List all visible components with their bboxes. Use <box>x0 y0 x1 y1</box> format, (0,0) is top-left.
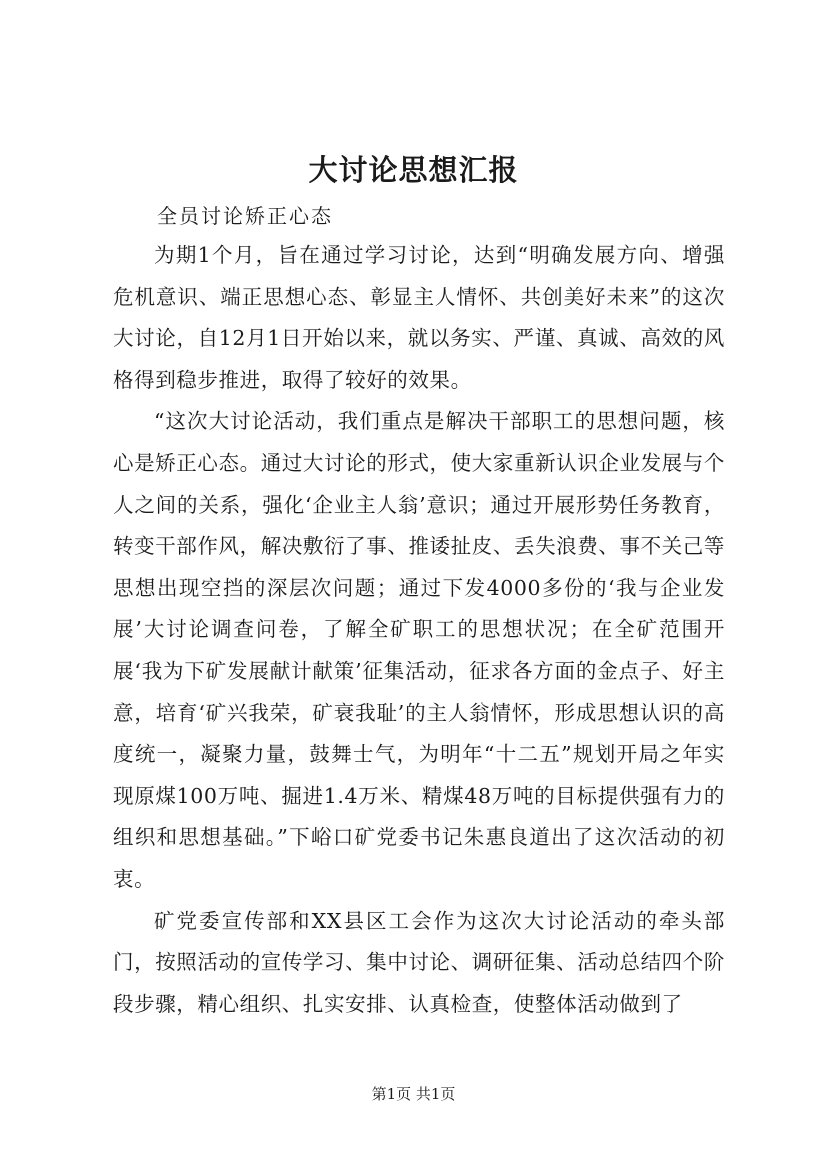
paragraph: “这次大讨论活动，我们重点是解决干部职工的思想问题，核心是矫正心态。通过大讨论的形式，使大家重新认识企业发展与个人之间的关系，强化‘企业主人翁’意识；通过开展形势任务教育，转变干部作风，解决敷衍了事、推诿扯皮、丢失浪费、事不关己等思想出现空挡的深层次问题；通过下发4000多份的‘我与企业发展’大讨论调查问卷，了解全矿职工的思想状况；在全矿范围开展‘我为下矿发展献计献策’征集活动，征求各方面的金点子、好主意，培育‘矿兴我荣，矿衰我耻’的主人翁情怀，形成思想认识的高度统一，凝聚力量，鼓舞士气，为明年“十二五”规划开局之年实现原煤100万吨、掘进1.4万米、精煤48万吨的目标提供强有力的组织和思想基础。”下峪口矿党委书记朱惠良道出了这次活动的初衷。 <box>113 409 725 891</box>
page-title: 大讨论思想汇报 <box>308 153 519 187</box>
document-subtitle: 全员讨论矫正心态 <box>157 204 333 228</box>
paragraph: 为期1个月，旨在通过学习讨论，达到“明确发展方向、增强危机意识、端正思想心态、彰显主人情怀、共创美好未来”的这次大讨论，自12月1日开始以来，就以务实、严谨、真诚、高效的风格得到稳步推进，取得了较好的效果。 <box>113 243 725 392</box>
page-footer: 第1页 共1页 <box>371 1085 456 1103</box>
paragraph: 矿党委宣传部和XX县区工会作为这次大讨论活动的牵头部门，按照活动的宣传学习、集中讨论、调研征集、活动总结四个阶段步骤，精心组织、扎实安排、认真检查，使整体活动做到了 <box>113 908 725 1016</box>
document-body <box>113 235 725 1025</box>
